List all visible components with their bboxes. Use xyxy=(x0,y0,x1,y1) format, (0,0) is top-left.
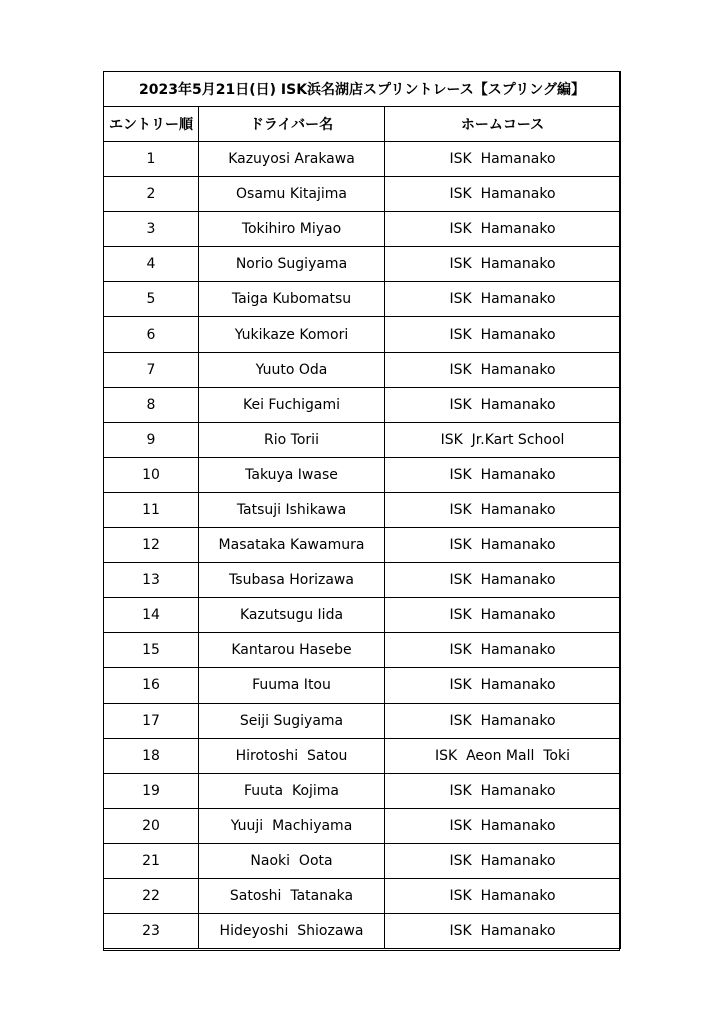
entry-number-cell: 1 xyxy=(104,142,199,177)
entry-number-cell: 22 xyxy=(104,878,199,913)
entry-table xyxy=(103,71,621,949)
home-course-cell: ISK Hamanako xyxy=(385,773,621,808)
entry-number-cell: 23 xyxy=(104,914,199,949)
entry-number-cell: 10 xyxy=(104,457,199,492)
home-course-cell: ISK Hamanako xyxy=(385,492,621,527)
table-row xyxy=(104,738,621,773)
driver-name-cell: Fuuma Itou xyxy=(199,668,385,703)
driver-name-cell: Taiga Kubomatsu xyxy=(199,282,385,317)
table-row xyxy=(104,492,621,527)
entry-number-cell: 18 xyxy=(104,738,199,773)
table-row xyxy=(104,142,621,177)
table-row xyxy=(104,703,621,738)
entry-number-cell: 2 xyxy=(104,177,199,212)
driver-name-cell: Fuuta Kojima xyxy=(199,773,385,808)
table-row xyxy=(104,282,621,317)
driver-name-cell: Kazuyosi Arakawa xyxy=(199,142,385,177)
driver-name-cell: Yuuji Machiyama xyxy=(199,808,385,843)
home-course-cell: ISK Hamanako xyxy=(385,808,621,843)
table-row xyxy=(104,528,621,563)
home-course-cell: ISK Hamanako xyxy=(385,598,621,633)
entry-number-cell: 13 xyxy=(104,563,199,598)
entry-number-cell: 3 xyxy=(104,212,199,247)
table-row xyxy=(104,598,621,633)
table-row xyxy=(104,914,621,949)
driver-name-cell: Takuya Iwase xyxy=(199,457,385,492)
driver-name-cell: Kazutsugu Iida xyxy=(199,598,385,633)
entry-number-cell: 8 xyxy=(104,387,199,422)
entry-number-cell: 21 xyxy=(104,843,199,878)
header-driver-name: ドライバー名 xyxy=(199,107,385,142)
driver-name-cell: Norio Sugiyama xyxy=(199,247,385,282)
home-course-cell: ISK Hamanako xyxy=(385,282,621,317)
table-row xyxy=(104,317,621,352)
table-row xyxy=(104,352,621,387)
home-course-cell: ISK Hamanako xyxy=(385,668,621,703)
driver-name-cell: Masataka Kawamura xyxy=(199,528,385,563)
driver-name-cell: Rio Torii xyxy=(199,422,385,457)
table-row xyxy=(104,668,621,703)
home-course-cell: ISK Hamanako xyxy=(385,703,621,738)
driver-name-cell: Yukikaze Komori xyxy=(199,317,385,352)
driver-name-cell: Hirotoshi Satou xyxy=(199,738,385,773)
table-row xyxy=(104,773,621,808)
entry-number-cell: 17 xyxy=(104,703,199,738)
entry-number-cell: 19 xyxy=(104,773,199,808)
driver-name-cell: Kei Fuchigami xyxy=(199,387,385,422)
home-course-cell: ISK Hamanako xyxy=(385,878,621,913)
entry-number-cell: 4 xyxy=(104,247,199,282)
driver-name-cell: Kantarou Hasebe xyxy=(199,633,385,668)
entry-number-cell: 12 xyxy=(104,528,199,563)
home-course-cell: ISK Hamanako xyxy=(385,352,621,387)
header-entry-order: エントリー順 xyxy=(104,107,199,142)
home-course-cell: ISK Hamanako xyxy=(385,247,621,282)
table-body xyxy=(104,142,621,949)
entry-number-cell: 5 xyxy=(104,282,199,317)
table-row xyxy=(104,212,621,247)
driver-name-cell: Naoki Oota xyxy=(199,843,385,878)
home-course-cell: ISK Hamanako xyxy=(385,212,621,247)
entry-number-cell: 15 xyxy=(104,633,199,668)
home-course-cell: ISK Hamanako xyxy=(385,317,621,352)
home-course-cell: ISK Aeon Mall Toki xyxy=(385,738,621,773)
table-row xyxy=(104,387,621,422)
driver-name-cell: Yuuto Oda xyxy=(199,352,385,387)
table-row xyxy=(104,843,621,878)
entry-number-cell: 11 xyxy=(104,492,199,527)
driver-name-cell: Satoshi Tatanaka xyxy=(199,878,385,913)
table-row xyxy=(104,247,621,282)
table-row xyxy=(104,633,621,668)
driver-name-cell: Tsubasa Horizawa xyxy=(199,563,385,598)
table-row xyxy=(104,878,621,913)
entry-number-cell: 20 xyxy=(104,808,199,843)
home-course-cell: ISK Hamanako xyxy=(385,633,621,668)
table-title: 2023年5月21日(日) ISK浜名湖店スプリントレース【スプリング編】 xyxy=(104,72,621,107)
home-course-cell: ISK Hamanako xyxy=(385,457,621,492)
driver-name-cell: Tatsuji Ishikawa xyxy=(199,492,385,527)
table-row xyxy=(104,177,621,212)
table-row xyxy=(104,457,621,492)
table-row xyxy=(104,563,621,598)
home-course-cell: ISK Hamanako xyxy=(385,563,621,598)
driver-name-cell: Seiji Sugiyama xyxy=(199,703,385,738)
driver-name-cell: Osamu Kitajima xyxy=(199,177,385,212)
home-course-cell: ISK Hamanako xyxy=(385,843,621,878)
home-course-cell: ISK Hamanako xyxy=(385,914,621,949)
home-course-cell: ISK Hamanako xyxy=(385,387,621,422)
entry-number-cell: 7 xyxy=(104,352,199,387)
header-home-course: ホームコース xyxy=(385,107,621,142)
entry-number-cell: 9 xyxy=(104,422,199,457)
home-course-cell: ISK Hamanako xyxy=(385,528,621,563)
home-course-cell: ISK Hamanako xyxy=(385,177,621,212)
driver-name-cell: Tokihiro Miyao xyxy=(199,212,385,247)
entry-number-cell: 6 xyxy=(104,317,199,352)
entry-number-cell: 14 xyxy=(104,598,199,633)
driver-name-cell: Hideyoshi Shiozawa xyxy=(199,914,385,949)
home-course-cell: ISK Hamanako xyxy=(385,142,621,177)
table-row xyxy=(104,422,621,457)
home-course-cell: ISK Jr.Kart School xyxy=(385,422,621,457)
table-row xyxy=(104,808,621,843)
entry-number-cell: 16 xyxy=(104,668,199,703)
